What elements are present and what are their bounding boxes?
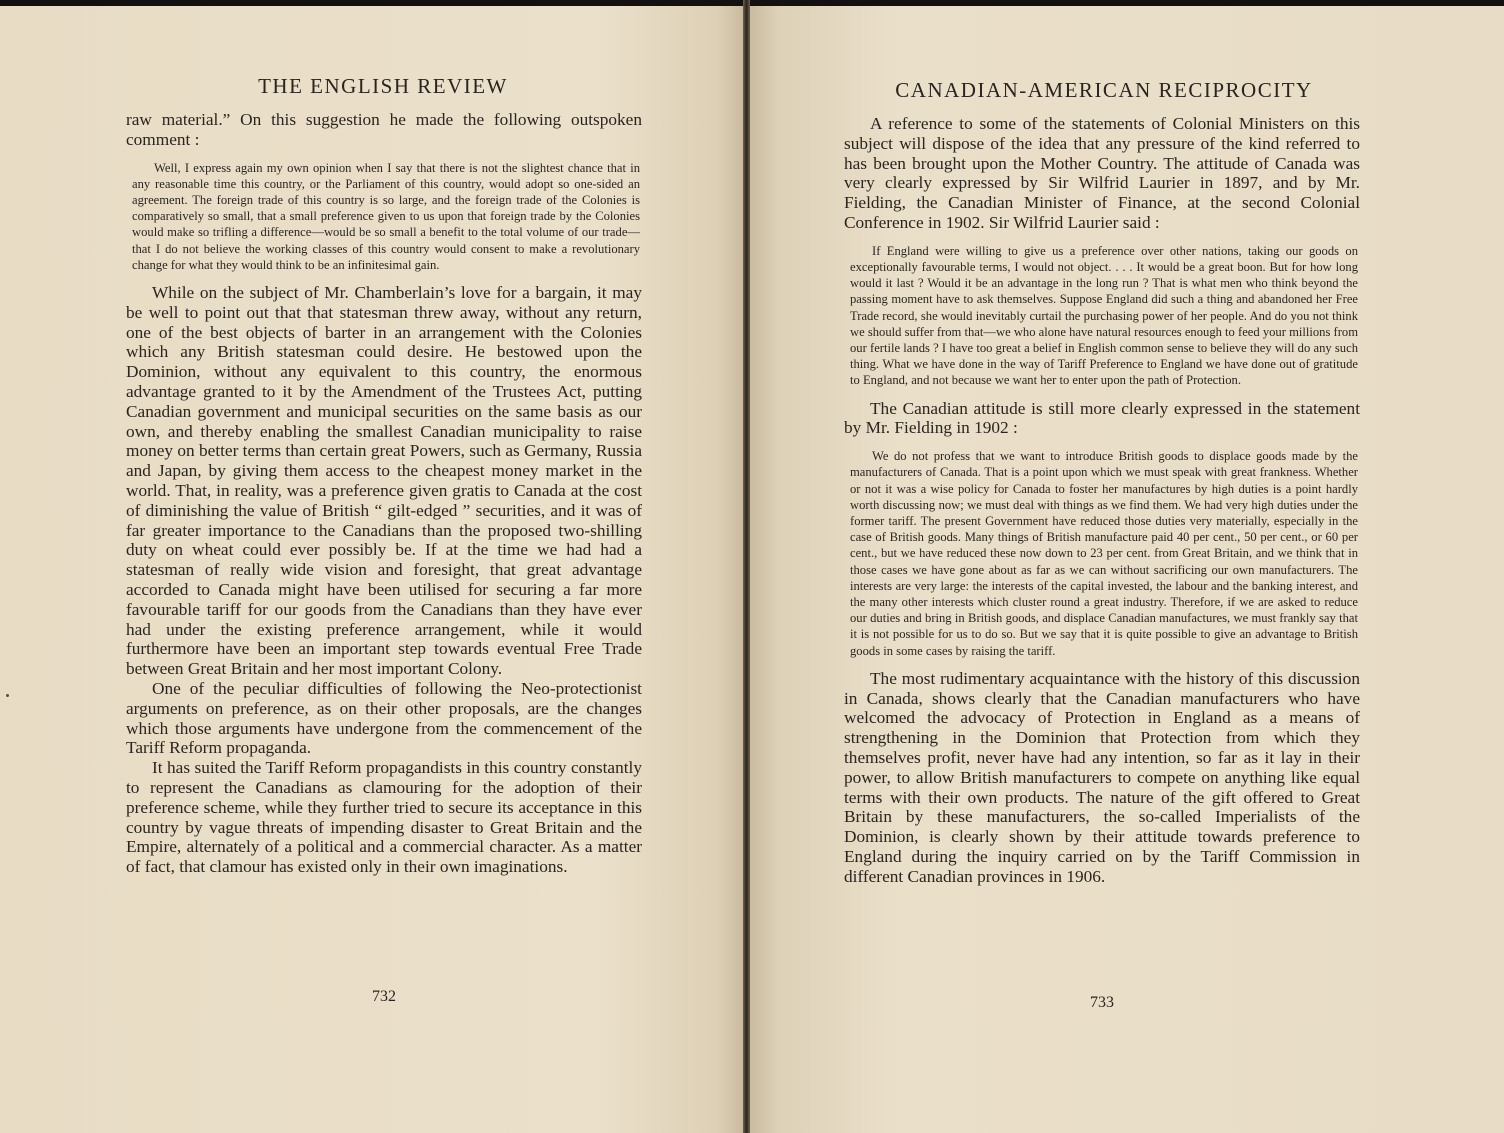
- running-head-right: CANADIAN-AMERICAN RECIPROCITY: [895, 78, 1313, 102]
- paragraph: One of the peculiar difficulties of following the Neo-protectionist arguments on preference, as on their other proposals, are the changes which those arguments have undergone from the commencement of the Tariff Reform propaganda.: [126, 678, 642, 758]
- paragraph: It has suited the Tariff Reform propagandists in this country constantly to represent the Canadians as clamouring for the adoption of their preference scheme, while they further tried to secure its acceptance in this country by vague threats of impending disaster to Great Britain and the Empire, alternately of a political and a commercial character. As a matter of fact, that clamour has existed only in their own imaginations.: [126, 758, 642, 877]
- paragraph: A reference to some of the statements of Colonial Ministers on this subject will dispose of the idea that any pressure of the kind referred to has been brought upon the Mother Country. The attitude of Canada was very clearly expressed by Sir Wilfrid Laurier in 1897, and by Mr. Fielding, the Canadian Minister of Finance, at the second Colonial Conference in 1902. Sir Wilfrid Laurier said :: [844, 114, 1360, 232]
- block-quote: Well, I express again my own opinion when I say that there is not the slightest chance that in any reasonable time this country, or the Parliament of this country, would adopt so one-sided an agreement. The foreign trade of this country is so large, and the foreign trade of the Colonies is comparatively so small, that a small preference given to us upon that foreign trade by the Colonies would make so trifling a difference—would be so small a benefit to the total volume of our trade—that I do not believe the working classes of this country would consent to make a revolutionary change for what they would think to be an infinitesimal gain.: [132, 160, 640, 272]
- right-page: [748, 6, 1504, 1133]
- running-head-left: THE ENGLISH REVIEW: [258, 74, 508, 98]
- paragraph: The Canadian attitude is still more clearly expressed in the statement by Mr. Fielding in 1902 :: [844, 398, 1360, 438]
- paragraph: raw material.” On this suggestion he made the following outspoken comment :: [126, 110, 642, 149]
- left-page: [0, 6, 746, 1133]
- book-gutter: [743, 0, 750, 1133]
- paper-speck: [6, 694, 9, 697]
- page-number-left: 732: [372, 988, 396, 1005]
- right-page-body: [844, 114, 1360, 887]
- paragraph: While on the subject of Mr. Chamberlain’s love for a bargain, it may be well to point out that that statesman threw away, without any return, one of the best objects of barter in an arrangement with the Colonies which any British statesman could desire. He bestowed upon the Dominion, without any equivalent to this country, the enormous advantage granted to it by the Amendment of the Trustees Act, putting Canadian government and municipal securities on the same basis as our own, and thereby enabling the smallest Canadian municipality to raise money on better terms than certain great Powers, such as Germany, Russia and Japan, by giving them access to the cheapest money market in the world. That, in reality, was a preference given gratis to Canada at the cost of diminishing the value of British “ gilt-edged ” securities, and it was of far greater importance to the Canadians than the proposed two-shilling duty on wheat could ever possibly be. If at the time we had had a statesman of really wide vision and foresight, that great advantage accorded to Canada might have been utilised for securing a far more favourable tariff for our goods from the Canadians than they have ever had under the existing preference arrangement, while it would furthermore have been an important step towards eventual Free Trade between Great Britain and her most important Colony.: [126, 283, 642, 679]
- block-quote: If England were willing to give us a preference over other nations, taking our goods on exceptionally favourable terms, I would not object. . . . It would be a great boon. But for how long would it last ? Would it be an advantage in the long run ? That is what men who think beyond the passing moment have to ask themselves. Suppose England did such a thing and abandoned her Free Trade record, she would inevitably curtail the purchasing power of her people. And do you not think we should suffer from that—we who alone have natural resources enough to feed your millions from our fertile lands ? I have too great a belief in English common sense to believe they will do any such thing. What we have done in the way of Tariff Preference to England we have done out of gratitude to England, and not because we want her to enter upon the path of Protection.: [850, 243, 1358, 388]
- left-page-body: [126, 110, 642, 877]
- block-quote: We do not profess that we want to introduce British goods to displace goods made by the manufacturers of Canada. That is a point upon which we must speak with great frankness. Whether or not it was a wise policy for Canada to foster her manufactures by high duties is a point hardly worth discussing now; we must deal with things as we find them. We had very high duties under the former tariff. The present Government have reduced those duties very materially, especially in the case of British goods. Many things of British manufacture paid 40 per cent., 50 per cent., or 60 per cent., but we have reduced these now down to 23 per cent. from Great Britain, and we think that in those cases we have gone about as far as we can without sacrificing our own manufacturers. The interests are very large: the interests of the capital invested, the labour and the banking interest, and the many other interests which cluster round a great industry. Therefore, if we are asked to reduce our duties and bring in British goods, and displace Canadian manufactures, we must frankly say that it is not possible for us to do so. But we say that it is quite possible to give an advantage to British goods in some cases by raising the tariff.: [850, 449, 1358, 658]
- paragraph: The most rudimentary acquaintance with the history of this discussion in Canada, shows clearly that the Canadian manufacturers who have welcomed the advocacy of Protection in England as a means of strengthening in the Dominion that Protection from which they themselves profit, never have had any intention, so far as it lay in their power, to allow British manufacturers to compete on anything like equal terms with their own products. The nature of the gift offered to Great Britain by these manufacturers, the so-called Imperialists of the Dominion, is clearly shown by their attitude towards preference to England during the inquiry carried on by the Tariff Commission in different Canadian provinces in 1906.: [844, 668, 1360, 886]
- page-number-right: 733: [1090, 994, 1114, 1011]
